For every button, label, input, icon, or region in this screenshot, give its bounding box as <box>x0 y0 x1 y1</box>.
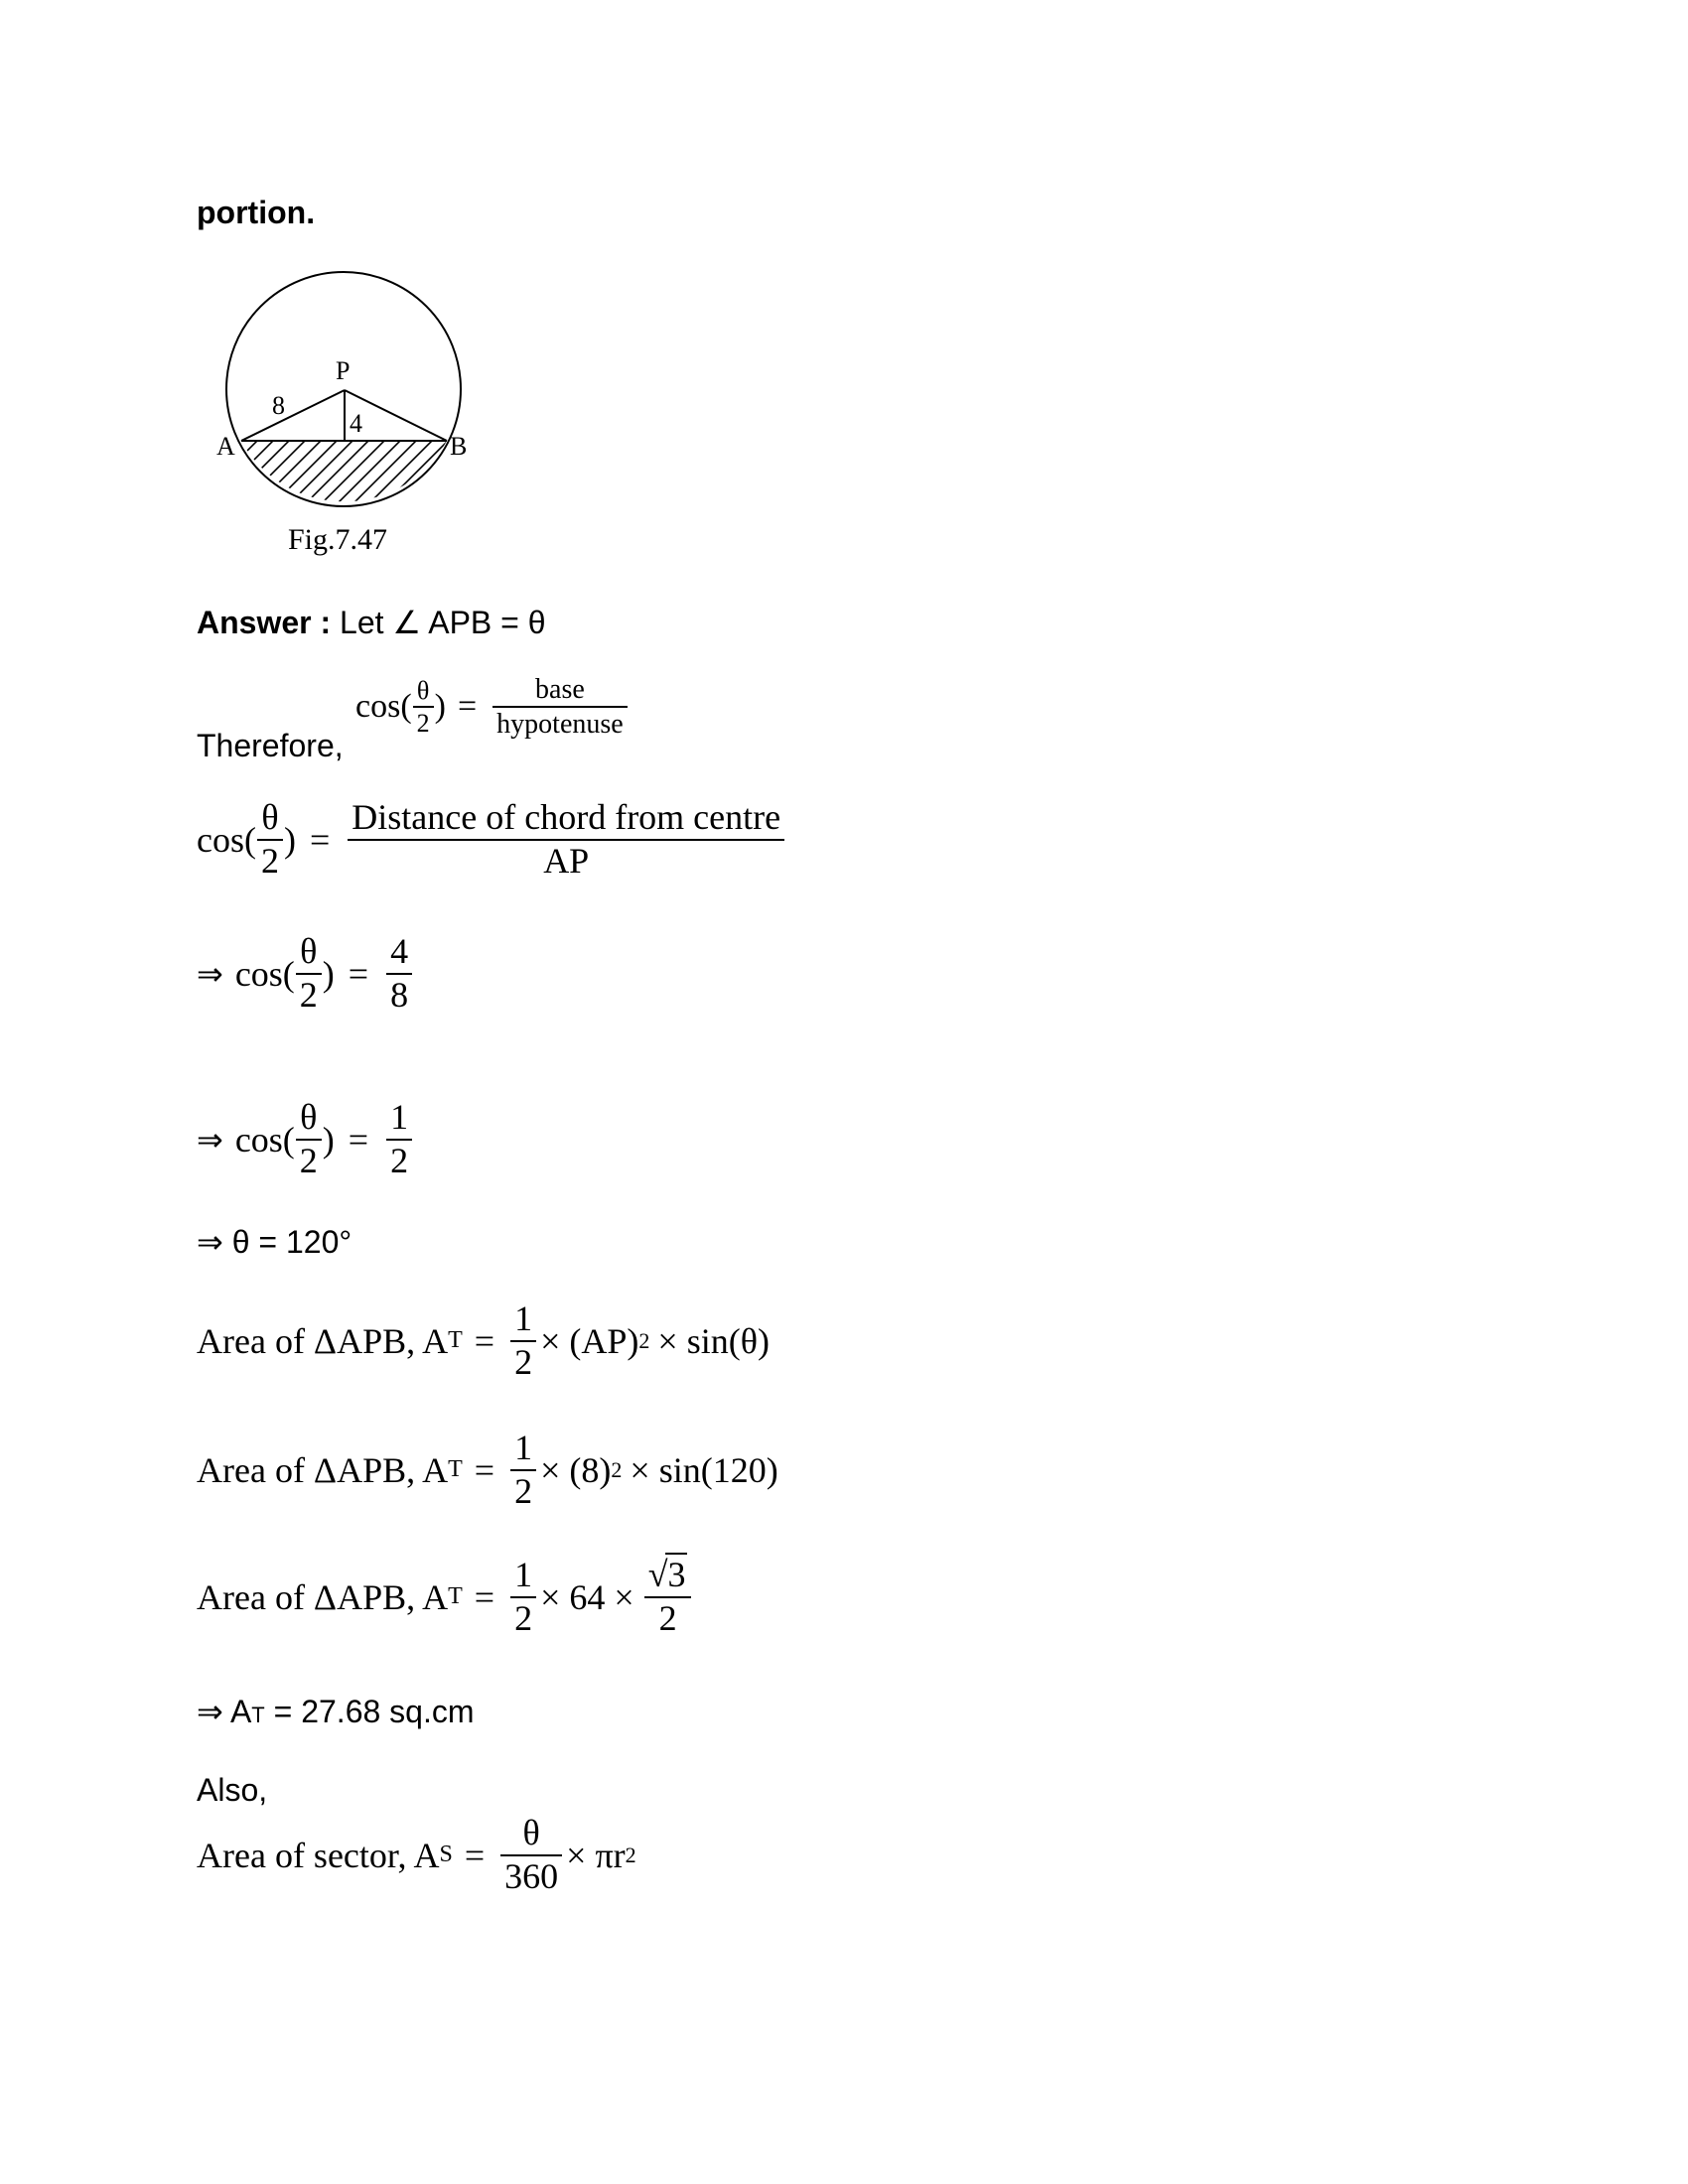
eq1-equals: = <box>457 688 478 726</box>
area2-sup: 2 <box>611 1456 623 1482</box>
eq3-cos: cos( <box>234 953 295 994</box>
area3-equals: = <box>474 1576 495 1617</box>
area3-rest: × 64 × <box>540 1576 634 1617</box>
equation-sector-area <box>197 1815 636 1896</box>
area1-rest: × (AP) <box>540 1320 639 1361</box>
therefore-text: Therefore, <box>197 728 344 763</box>
eq1-theta-half <box>413 677 434 738</box>
area1-tail: × sin(θ) <box>657 1320 770 1361</box>
answer-label: Answer : <box>197 605 332 640</box>
eq2-den: AP <box>543 840 590 881</box>
sector-sup: 2 <box>625 1842 636 1867</box>
area3-num: 1 <box>510 1557 536 1598</box>
eq4-theta-half <box>296 1099 322 1180</box>
circle-outline <box>226 272 461 506</box>
area2-sub: T <box>448 1456 463 1483</box>
also-text: Also, <box>197 1772 268 1808</box>
area3-label: Area of ΔAPB, A <box>197 1576 449 1617</box>
area1-equals: = <box>474 1320 495 1361</box>
eq1-den: hypotenuse <box>496 709 624 741</box>
label-b: B <box>450 432 468 461</box>
eq3-theta: θ <box>296 933 322 975</box>
area3-sqrt-fraction <box>644 1557 692 1638</box>
at-pre: ⇒ A <box>197 1694 252 1729</box>
equation-cos-one-half <box>197 1099 416 1180</box>
radius-ap <box>241 390 345 441</box>
answer-line <box>197 604 546 641</box>
eq2-fraction <box>348 799 784 881</box>
sector-label: Area of sector, A <box>197 1835 440 1875</box>
label-ap-length: 8 <box>272 391 285 420</box>
area3-sqrt-den: 2 <box>658 1597 677 1638</box>
eq1-close: ) <box>434 688 446 726</box>
eq2-theta: θ <box>257 799 283 841</box>
eq2-two: 2 <box>260 840 279 881</box>
at-post: = 27.68 sq.cm <box>264 1694 475 1729</box>
area3-half <box>510 1557 536 1638</box>
label-perp-length: 4 <box>350 409 362 438</box>
sector-equals: = <box>464 1835 486 1875</box>
area1-den: 2 <box>514 1341 533 1382</box>
eq4-arrow: ⇒ <box>197 1121 223 1158</box>
equation-cos-distance <box>197 799 788 881</box>
answer-text: Let ∠ APB = θ <box>340 605 546 640</box>
area2-rest: × (8) <box>540 1449 612 1490</box>
eq3-equals: = <box>348 953 369 994</box>
eq3-close: ) <box>322 953 335 994</box>
label-a: A <box>216 432 235 461</box>
eq2-cos: cos( <box>197 819 256 860</box>
area3-sqrt-num: √3 <box>644 1557 692 1598</box>
eq2-theta-half <box>257 799 283 881</box>
area2-half <box>510 1430 536 1511</box>
circle-figure <box>209 263 506 581</box>
area1-sup: 2 <box>638 1327 650 1353</box>
area3-sqrt-radicand: 3 <box>667 1555 686 1594</box>
eq3-theta-half <box>296 933 322 1015</box>
area3-sub: T <box>448 1583 463 1610</box>
area-triangle-result <box>197 1693 475 1730</box>
eq4-theta: θ <box>296 1099 322 1141</box>
eq1-num: base <box>492 675 628 708</box>
eq1-fraction <box>492 675 628 740</box>
eq3-arrow: ⇒ <box>197 955 223 992</box>
equation-area-numeric <box>197 1557 695 1638</box>
area1-half <box>510 1300 536 1382</box>
area3-den: 2 <box>514 1597 533 1638</box>
eq4-two: 2 <box>299 1140 318 1180</box>
eq4-den: 2 <box>390 1140 409 1180</box>
label-p: P <box>336 356 351 385</box>
area2-equals: = <box>474 1449 495 1490</box>
equation-cos-base-hypotenuse <box>355 675 632 740</box>
sector-fraction <box>500 1815 562 1896</box>
eq2-num: Distance of chord from centre <box>348 799 784 841</box>
equation-cos-four-eighths <box>197 933 416 1015</box>
eq4-close: ) <box>322 1119 335 1160</box>
area1-num: 1 <box>510 1300 536 1342</box>
area2-den: 2 <box>514 1470 533 1511</box>
eq3-fraction <box>386 933 412 1015</box>
area2-label: Area of ΔAPB, A <box>197 1449 449 1490</box>
eq2-close: ) <box>283 819 296 860</box>
eq4-cos: cos( <box>234 1119 295 1160</box>
eq4-equals: = <box>348 1119 369 1160</box>
eq1-two: 2 <box>416 709 430 739</box>
sector-num: θ <box>500 1815 562 1856</box>
equation-area-general <box>197 1300 770 1382</box>
area2-num: 1 <box>510 1430 536 1471</box>
area1-label: Area of ΔAPB, A <box>197 1320 449 1361</box>
area1-sub: T <box>448 1327 463 1354</box>
eq4-num: 1 <box>386 1099 412 1141</box>
eq3-den: 8 <box>390 974 409 1015</box>
eq3-num: 4 <box>386 933 412 975</box>
at-sub: T <box>251 1703 265 1727</box>
eq2-equals: = <box>309 819 331 860</box>
theta-result: ⇒ θ = 120° <box>197 1224 352 1260</box>
page-heading: portion. <box>197 195 316 230</box>
eq4-fraction <box>386 1099 412 1180</box>
eq3-two: 2 <box>299 974 318 1015</box>
figure-caption: Fig.7.47 <box>288 523 388 556</box>
area2-tail: × sin(120) <box>630 1449 778 1490</box>
sector-den: 360 <box>504 1855 559 1896</box>
sector-rest: × πr <box>566 1835 626 1875</box>
equation-area-substituted <box>197 1430 778 1511</box>
eq1-cos: cos( <box>355 688 412 726</box>
eq1-theta: θ <box>413 677 434 708</box>
sector-sub: S <box>439 1842 453 1868</box>
